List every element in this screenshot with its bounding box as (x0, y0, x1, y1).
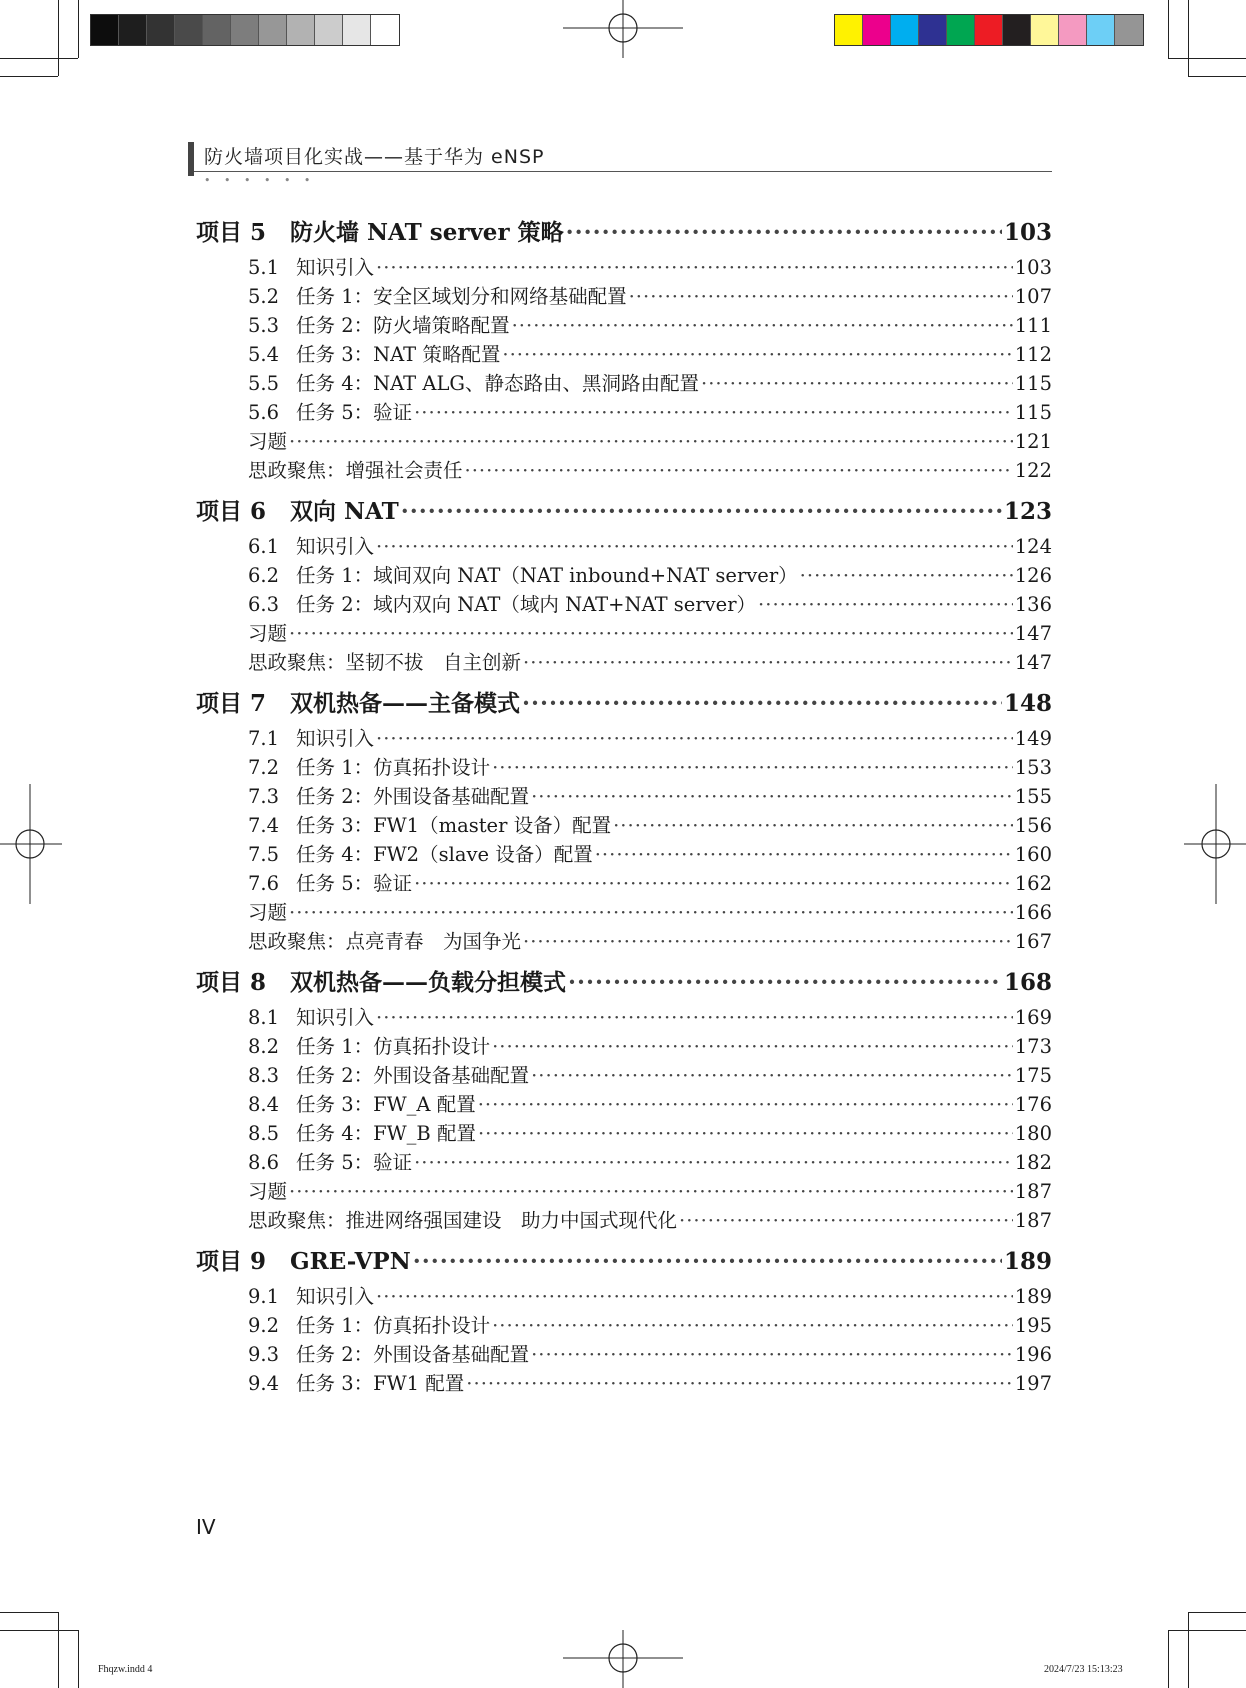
dot-leader (466, 1372, 1012, 1395)
entry-title: 习题 (248, 430, 288, 453)
entry-title: 知识引入 (296, 1285, 375, 1308)
entry-title: 任务 4：NAT ALG、静态路由、黑洞路由配置 (296, 372, 699, 395)
entry-title: 任务 5：验证 (296, 401, 413, 424)
crop-mark (1168, 1630, 1246, 1631)
entry-number: 7.5 (248, 843, 280, 866)
toc-chapter (196, 685, 1052, 955)
entry-heading (248, 339, 500, 367)
color-swatch (919, 15, 947, 45)
toc-entry[interactable] (196, 1147, 1052, 1176)
entry-number: 9.3 (248, 1343, 280, 1366)
entry-number: 6.3 (248, 593, 280, 616)
registration-target-icon (563, 0, 683, 58)
toc-chapter (196, 214, 1052, 484)
entry-heading (248, 723, 374, 751)
entry-title: 任务 4：FW_B 配置 (296, 1122, 476, 1145)
entry-heading (248, 1176, 287, 1204)
entry-page: 121 (1014, 430, 1052, 453)
entry-page: 173 (1014, 1035, 1052, 1058)
toc-entry[interactable] (196, 618, 1052, 647)
color-swatch (1059, 15, 1087, 45)
toc-entry[interactable] (196, 868, 1052, 897)
entry-heading (248, 839, 593, 867)
entry-heading (248, 752, 490, 780)
toc-entry[interactable] (196, 1368, 1052, 1397)
crop-mark (1168, 1630, 1169, 1688)
gray-swatch (119, 15, 147, 45)
entry-title: 知识引入 (296, 535, 375, 558)
color-bar (834, 14, 1144, 46)
entry-heading (248, 455, 463, 483)
toc-entry[interactable] (196, 560, 1052, 589)
entry-page: 187 (1014, 1180, 1052, 1203)
toc-chapter-row[interactable] (196, 493, 1052, 531)
entry-number: 5.3 (248, 314, 280, 337)
entry-heading (248, 781, 529, 809)
toc-entry[interactable] (196, 281, 1052, 310)
entry-heading (248, 426, 287, 454)
gray-swatch (287, 15, 315, 45)
entry-title: 任务 1：仿真拓扑设计 (296, 756, 491, 779)
crop-mark (0, 76, 58, 77)
entry-number: 5.1 (248, 256, 280, 279)
entry-heading (248, 589, 756, 617)
entry-heading (248, 1002, 374, 1030)
toc-entry[interactable] (196, 1031, 1052, 1060)
entry-page: 126 (1014, 564, 1052, 587)
registration-target-icon (563, 1630, 683, 1688)
entry-number: 5.2 (248, 285, 280, 308)
dot-leader (376, 1285, 1013, 1308)
page-number: IV (196, 1515, 216, 1539)
toc-chapter-row[interactable] (196, 1243, 1052, 1281)
dot-leader (376, 256, 1013, 279)
entry-number: 7.1 (248, 727, 280, 750)
crop-mark (78, 1630, 79, 1688)
dot-leader (478, 1093, 1013, 1116)
dot-leader (413, 1248, 1002, 1275)
registration-target-icon (1184, 784, 1246, 904)
entry-title: 任务 3：FW1（master 设备）配置 (296, 814, 612, 837)
dot-leader (289, 622, 1013, 645)
toc-chapter-row[interactable] (196, 214, 1052, 252)
entry-heading (248, 1339, 529, 1367)
entry-number: 8.5 (248, 1122, 280, 1145)
toc-entry[interactable] (196, 897, 1052, 926)
entry-page: 162 (1014, 872, 1052, 895)
entry-page: 115 (1014, 401, 1052, 424)
entry-number: 9.2 (248, 1314, 280, 1337)
dot-leader (376, 727, 1013, 750)
crop-mark (1188, 1612, 1189, 1688)
toc-entry[interactable] (196, 455, 1052, 484)
chapter-number: 项目 5 (196, 219, 267, 246)
dot-leader (531, 1064, 1013, 1087)
dot-leader (414, 401, 1013, 424)
chapter-heading (196, 964, 566, 997)
entry-title: 任务 1：仿真拓扑设计 (296, 1035, 491, 1058)
dot-leader (414, 872, 1013, 895)
entry-page: 187 (1014, 1209, 1052, 1232)
toc-entry[interactable] (196, 781, 1052, 810)
dot-leader (414, 1151, 1013, 1174)
chapter-title: 双机热备——负载分担模式 (290, 969, 566, 996)
toc-chapter-row[interactable] (196, 685, 1052, 723)
dot-leader (758, 593, 1013, 616)
dot-leader (629, 285, 1013, 308)
entry-page: 182 (1014, 1151, 1052, 1174)
entry-heading (248, 560, 798, 588)
crop-mark (58, 0, 59, 76)
entry-number: 8.4 (248, 1093, 280, 1116)
toc-entry[interactable] (196, 397, 1052, 426)
color-swatch (1115, 15, 1143, 45)
entry-number: 5.4 (248, 343, 280, 366)
entry-heading (248, 1060, 529, 1088)
color-swatch (1031, 15, 1059, 45)
entry-title: 任务 1：仿真拓扑设计 (296, 1314, 491, 1337)
entry-number: 5.6 (248, 401, 280, 424)
crop-mark (0, 1612, 58, 1613)
chapter-heading (196, 685, 520, 718)
entry-page: 155 (1014, 785, 1052, 808)
entry-page: 156 (1014, 814, 1052, 837)
color-swatch (1087, 15, 1115, 45)
header-dots: • • • • • • (204, 174, 316, 187)
entry-title: 任务 5：验证 (296, 872, 413, 895)
entry-number: 5.5 (248, 372, 280, 395)
toc-entry[interactable] (196, 339, 1052, 368)
entry-heading (248, 1147, 412, 1175)
dot-leader (289, 901, 1013, 924)
header-rule (194, 171, 1052, 172)
dot-leader (701, 372, 1013, 395)
entry-title: 思政聚焦：推进网络强国建设 助力中国式现代化 (248, 1209, 678, 1232)
entry-heading (248, 926, 521, 954)
entry-title: 知识引入 (296, 256, 375, 279)
entry-number: 8.3 (248, 1064, 280, 1087)
entry-page: 167 (1014, 930, 1052, 953)
toc-entry[interactable] (196, 1205, 1052, 1234)
chapter-page: 168 (1003, 969, 1052, 996)
registration-target-icon (0, 784, 62, 904)
color-swatch (863, 15, 891, 45)
entry-title: 任务 2：外围设备基础配置 (296, 1064, 530, 1087)
toc-entry[interactable] (196, 1118, 1052, 1147)
dot-leader (401, 498, 1002, 525)
entry-heading (248, 1368, 464, 1396)
entry-title: 习题 (248, 901, 288, 924)
dot-leader (492, 756, 1013, 779)
color-swatch (891, 15, 919, 45)
dot-leader (478, 1122, 1013, 1145)
entry-heading (248, 281, 627, 309)
toc-entry[interactable] (196, 531, 1052, 560)
slug-timestamp: 2024/7/23 15:13:23 (1044, 1664, 1123, 1675)
toc-entry[interactable] (196, 1060, 1052, 1089)
toc-entry[interactable] (196, 1339, 1052, 1368)
entry-title: 任务 3：FW1 配置 (296, 1372, 465, 1395)
entry-title: 知识引入 (296, 727, 375, 750)
toc-entry[interactable] (196, 1002, 1052, 1031)
entry-page: 176 (1014, 1093, 1052, 1116)
entry-heading (248, 1205, 677, 1233)
entry-number: 6.2 (248, 564, 280, 587)
dot-leader (492, 1035, 1013, 1058)
entry-number: 7.3 (248, 785, 280, 808)
entry-title: 任务 3：NAT 策略配置 (296, 343, 501, 366)
chapter-number: 项目 9 (196, 1248, 267, 1275)
chapter-number: 项目 6 (196, 498, 267, 525)
dot-leader (523, 651, 1013, 674)
crop-mark (58, 1612, 59, 1688)
dot-leader (531, 785, 1013, 808)
toc-entry[interactable] (196, 1281, 1052, 1310)
dot-leader (613, 814, 1013, 837)
entry-page: 197 (1014, 1372, 1052, 1395)
entry-page: 122 (1014, 459, 1052, 482)
crop-mark (0, 58, 78, 59)
entry-number: 7.6 (248, 872, 280, 895)
entry-page: 147 (1014, 651, 1052, 674)
dot-leader (502, 343, 1012, 366)
entry-page: 153 (1014, 756, 1052, 779)
entry-heading (248, 647, 521, 675)
entry-title: 习题 (248, 622, 288, 645)
dot-leader (531, 1343, 1013, 1366)
toc-entry[interactable] (196, 926, 1052, 955)
table-of-contents (196, 212, 1052, 1397)
entry-page: 196 (1014, 1343, 1052, 1366)
crop-mark (1188, 76, 1246, 77)
dot-leader (568, 969, 1002, 996)
entry-heading (248, 1310, 490, 1338)
toc-entry[interactable] (196, 1310, 1052, 1339)
gray-swatch (371, 15, 399, 45)
entry-page: 160 (1014, 843, 1052, 866)
chapter-page: 189 (1003, 1248, 1052, 1275)
book-title: 防火墙项目化实战——基于华为 eNSP (204, 146, 545, 168)
dot-leader (289, 1180, 1013, 1203)
crop-mark (1168, 58, 1246, 59)
entry-title: 任务 4：FW2（slave 设备）配置 (296, 843, 593, 866)
dot-leader (512, 314, 1013, 337)
crop-mark (1188, 1612, 1246, 1613)
toc-entry[interactable] (196, 1176, 1052, 1205)
dot-leader (376, 535, 1013, 558)
entry-title: 任务 3：FW_A 配置 (296, 1093, 476, 1116)
gray-swatch (315, 15, 343, 45)
entry-heading (248, 1118, 476, 1146)
dot-leader (289, 430, 1013, 453)
entry-heading (248, 810, 611, 838)
entry-number: 8.1 (248, 1006, 280, 1029)
entry-page: 107 (1014, 285, 1052, 308)
toc-entry[interactable] (196, 723, 1052, 752)
gray-swatch (175, 15, 203, 45)
entry-title: 思政聚焦：点亮青春 为国争光 (248, 930, 522, 953)
entry-page: 149 (1014, 727, 1052, 750)
dot-leader (492, 1314, 1013, 1337)
toc-entry[interactable] (196, 368, 1052, 397)
entry-heading (248, 1089, 476, 1117)
color-swatch (835, 15, 863, 45)
entry-page: 115 (1014, 372, 1052, 395)
entry-title: 知识引入 (296, 1006, 375, 1029)
entry-heading (248, 252, 374, 280)
entry-number: 6.1 (248, 535, 280, 558)
toc-chapter (196, 964, 1052, 1234)
entry-number: 8.2 (248, 1035, 280, 1058)
color-swatch (975, 15, 1003, 45)
entry-page: 195 (1014, 1314, 1052, 1337)
gray-swatch (203, 15, 231, 45)
entry-heading (248, 897, 287, 925)
dot-leader (465, 459, 1013, 482)
entry-page: 111 (1014, 314, 1052, 337)
entry-title: 思政聚焦：坚韧不拔 自主创新 (248, 651, 522, 674)
toc-entry[interactable] (196, 752, 1052, 781)
toc-entry[interactable] (196, 1089, 1052, 1118)
slug-file: Fhqzw.indd 4 (98, 1664, 153, 1675)
toc-entry[interactable] (196, 647, 1052, 676)
toc-entry[interactable] (196, 810, 1052, 839)
toc-entry[interactable] (196, 589, 1052, 618)
entry-heading (248, 397, 412, 425)
entry-page: 189 (1014, 1285, 1052, 1308)
entry-page: 147 (1014, 622, 1052, 645)
chapter-page: 123 (1003, 498, 1052, 525)
entry-title: 任务 2：外围设备基础配置 (296, 785, 530, 808)
chapter-heading (196, 493, 399, 526)
crop-mark (1168, 0, 1169, 58)
color-swatch (1003, 15, 1031, 45)
chapter-heading (196, 1243, 411, 1276)
gray-swatch (343, 15, 371, 45)
chapter-number: 项目 7 (196, 690, 267, 717)
entry-number: 7.4 (248, 814, 280, 837)
chapter-page: 103 (1003, 219, 1052, 246)
entry-title: 思政聚焦：增强社会责任 (248, 459, 463, 482)
gray-swatch (147, 15, 175, 45)
entry-page: 166 (1014, 901, 1052, 924)
running-header (188, 140, 1052, 187)
entry-number: 8.6 (248, 1151, 280, 1174)
entry-heading (248, 618, 287, 646)
entry-title: 任务 2：防火墙策略配置 (296, 314, 510, 337)
toc-entry[interactable] (196, 252, 1052, 281)
chapter-title: 双向 NAT (290, 498, 399, 525)
entry-page: 112 (1014, 343, 1052, 366)
toc-chapter (196, 1243, 1052, 1397)
dot-leader (566, 219, 1002, 246)
dot-leader (800, 564, 1013, 587)
dot-leader (595, 843, 1013, 866)
entry-title: 任务 1：域间双向 NAT（NAT inbound+NAT server） (296, 564, 798, 587)
toc-entry[interactable] (196, 310, 1052, 339)
entry-number: 9.4 (248, 1372, 280, 1395)
chapter-page: 148 (1003, 690, 1052, 717)
crop-mark (0, 1630, 78, 1631)
entry-number: 7.2 (248, 756, 280, 779)
color-swatch (947, 15, 975, 45)
entry-title: 任务 2：域内双向 NAT（域内 NAT+NAT server） (296, 593, 757, 616)
entry-page: 136 (1014, 593, 1052, 616)
entry-heading (248, 868, 412, 896)
entry-title: 任务 2：外围设备基础配置 (296, 1343, 530, 1366)
entry-page: 169 (1014, 1006, 1052, 1029)
toc-entry[interactable] (196, 839, 1052, 868)
chapter-number: 项目 8 (196, 969, 267, 996)
entry-heading (248, 531, 374, 559)
entry-title: 习题 (248, 1180, 288, 1203)
chapter-title: 双机热备——主备模式 (290, 690, 520, 717)
crop-mark (78, 0, 79, 58)
gray-swatch (231, 15, 259, 45)
gray-swatch (91, 15, 119, 45)
chapter-heading (196, 214, 564, 247)
toc-chapter (196, 493, 1052, 676)
entry-number: 9.1 (248, 1285, 280, 1308)
toc-entry[interactable] (196, 426, 1052, 455)
entry-title: 任务 5：验证 (296, 1151, 413, 1174)
chapter-title: 防火墙 NAT server 策略 (290, 219, 564, 246)
dot-leader (523, 930, 1013, 953)
gray-swatch (259, 15, 287, 45)
entry-heading (248, 1281, 374, 1309)
entry-heading (248, 1031, 490, 1059)
chapter-title: GRE-VPN (290, 1248, 411, 1275)
entry-title: 任务 1：安全区域划分和网络基础配置 (296, 285, 627, 308)
dot-leader (522, 690, 1002, 717)
entry-heading (248, 368, 699, 396)
entry-page: 180 (1014, 1122, 1052, 1145)
entry-page: 103 (1014, 256, 1052, 279)
crop-mark (1188, 0, 1189, 76)
dot-leader (376, 1006, 1013, 1029)
entry-heading (248, 310, 510, 338)
toc-chapter-row[interactable] (196, 964, 1052, 1002)
entry-page: 175 (1014, 1064, 1052, 1087)
grayscale-bar (90, 14, 400, 46)
dot-leader (679, 1209, 1013, 1232)
entry-page: 124 (1014, 535, 1052, 558)
